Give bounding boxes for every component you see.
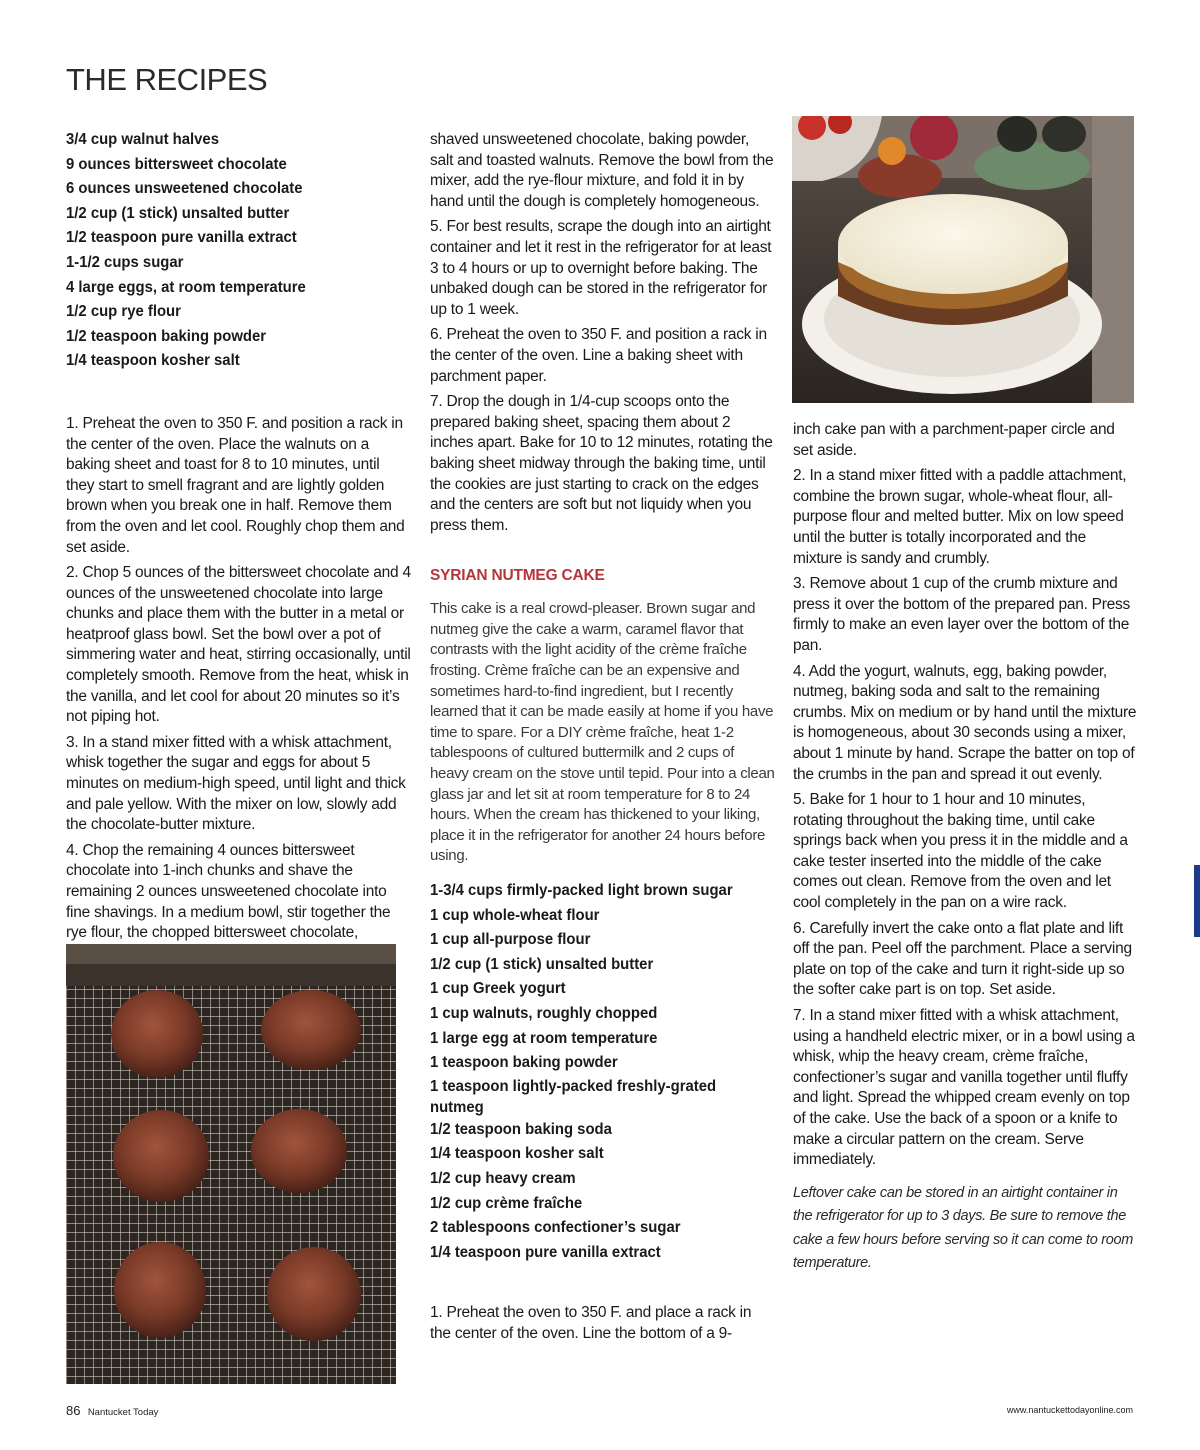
list-item: 1-3/4 cups firmly-packed light brown sugar [430, 882, 733, 899]
list-item: 1 teaspoon baking powder [430, 1054, 618, 1072]
column-middle [430, 130, 775, 1350]
cookie-step-3: 3. In a stand mixer fitted with a whisk attachment, whisk together the sugar and eggs for about 5 minutes on medium-high speed, until light and thick and pale yellow. With the mixer on low, slowly add the chocolate-butter mixture. [66, 733, 406, 834]
list-item: 1/2 teaspoon pure vanilla extract [66, 229, 297, 247]
list-item: 1 cup whole-wheat flour [430, 906, 600, 924]
cake-step-5: 5. Bake for 1 hour to 1 hour and 10 minutes, rotating throughout the baking time, until cake springs back when you press it in the middle and a cake tester inserted into the middle of the cake comes out clean. Remove from the oven and let cool completely in the pan on a wire rack. [793, 791, 1128, 912]
cake-title: SYRIAN NUTMEG CAKE [430, 567, 605, 585]
list-item: 1 large egg at room temperature [430, 1029, 658, 1047]
cake-step-6: 6. Carefully invert the cake onto a flat plate and lift off the pan. Peel off the parchment. Place a serving plate on top of the cake and turn it right-side up so the softer cake part is on top. Set aside. [793, 919, 1132, 999]
cookie-step-2: 2. Chop 5 ounces of the bittersweet chocolate and 4 ounces of the unsweetened chocolate into large chunks and place them with the butter in a metal or heatproof glass bowl. Set the bowl over a pot of simmering water and heat, stirring occasionally, until completely smooth. Remove from the heat, whisk in the vanilla, and let cool for about 20 minutes so it’s not piping hot. [66, 564, 411, 726]
publication-name: Nantucket Today [87, 1407, 159, 1418]
list-item: 1 cup Greek yogurt [430, 980, 566, 998]
page-number: 86 [66, 1403, 81, 1418]
cookie-step-5: 5. For best results, scrape the dough into an airtight container and let it rest in the refrigerator for at least 3 to 4 hours or up to overnight before baking. The unbaked dough can be stored in the refrigerator for up to 1 week. [430, 218, 772, 318]
list-item: 1/4 teaspoon kosher salt [66, 352, 240, 370]
list-item: 1/2 teaspoon baking soda [430, 1120, 612, 1138]
list-item: 2 tablespoons confectioner’s sugar [430, 1219, 681, 1237]
cookie-step-4: 4. Chop the remaining 4 ounces bittersweet chocolate into 1-inch chunks and shave the remaining 2 ounces unsweetened chocolate into fine shavings. In a medium bowl, stir together the rye flour, the chopped bittersweet chocolate, [66, 841, 391, 942]
list-item: 1 cup all-purpose flour [430, 931, 591, 949]
list-item: 1/2 teaspoon baking powder [66, 327, 267, 345]
cake-photo [792, 116, 1134, 403]
list-item: 1/4 teaspoon pure vanilla extract [430, 1243, 661, 1261]
page-title: THE RECIPES [66, 62, 268, 97]
list-item: 1-1/2 cups sugar [66, 253, 184, 271]
cookies-photo [66, 944, 396, 1384]
cookie-step-7: 7. Drop the dough in 1/4-cup scoops onto the prepared baking sheet, spacing them about 2 inches apart. Bake for 10 to 12 minutes, rotating the baking sheet midway through the baking time, until the cookies are just starting to crack on the edges and the centers are soft but not liquidy when you press them. [430, 393, 773, 534]
cake-step-3: 3. Remove about 1 cup of the crumb mixture and press it over the bottom of the prepared pan. Press firmly to make an even layer over the bottom of the pan. [793, 575, 1131, 654]
cake-step-1: 1. Preheat the oven to 350 F. and place a rack in the center of the oven. Line the bottom of a 9- [430, 1304, 752, 1342]
cake-step-2: 2. In a stand mixer fitted with a paddle attachment, combine the brown sugar, whole-wheat flour, all-purpose flour and melted butter. Mix on low speed until the butter is totally incorporated and the mixture is sandy and crumbly. [793, 467, 1127, 567]
cookie-step-6: 6. Preheat the oven to 350 F. and position a rack in the center of the oven. Line a baking sheet with parchment paper. [430, 326, 767, 385]
website-url: www.nantuckettodayonline.com [1006, 1405, 1133, 1415]
cake-step-1-continued: inch cake pan with a parchment-paper circle and set aside. [793, 421, 1115, 459]
storage-note: Leftover cake can be stored in an airtight container in the refrigerator for up to 3 days. Be sure to remove the cake a few hours before serving so it can come to room temperature. [793, 1184, 1134, 1272]
list-item: 1/2 cup crème fraîche [430, 1194, 583, 1212]
cake-ingredient-list [430, 879, 775, 1265]
page-edge-tab [1194, 865, 1200, 937]
list-item: 1/2 cup heavy cream [430, 1169, 576, 1187]
cake-step-7: 7. In a stand mixer fitted with a whisk attachment, using a handheld electric mixer, or in a bowl using a whisk, whip the heavy cream, crème fraîche, confectioner’s sugar and vanilla together until fluffy and light. Spread the whipped cream evenly on top of the cake. Use the back of a spoon or a knife to make a circular pattern on the cream. Serve immediately. [793, 1007, 1135, 1169]
list-item: 6 ounces unsweetened chocolate [66, 180, 303, 198]
cookie-ingredient-list [66, 128, 411, 374]
list-item: 1 teaspoon lightly-packed freshly-grated nutmeg [430, 1077, 717, 1116]
cake-intro: This cake is a real crowd-pleaser. Brown sugar and nutmeg give the cake a warm, caramel flavor that contrasts with the light acidity of the crème fraîche frosting. Crème fraîche can be an expensive and sometimes hard-to-find ingredient, but I recently learned that it can be made easily at home if you have time to spare. For a DIY crème fraîche, heat 1-2 tablespoons of cultured buttermilk and 2 cups of heavy cream on the stove until tepid. Pour into a clean glass jar and let sit at room temperature for 8 to 24 hours. When the cream has thickened to your liking, place it in the refrigerator for another 24 hours before using. [430, 600, 775, 865]
list-item: 3/4 cup walnut halves [66, 131, 219, 148]
cookie-step-4-continued: shaved unsweetened chocolate, baking powder, salt and toasted walnuts. Remove the bowl from the mixer, add the rye-flour mixture, and fold it in by hand until the dough is completely homogeneous. [430, 131, 774, 210]
cake-step-4: 4. Add the yogurt, walnuts, egg, baking powder, nutmeg, baking soda and salt to the remaining crumbs. Mix on medium or by hand until the mixture is homogeneous, about 30 seconds using a mixer, about 1 minute by hand. Scrape the batter on top of the crumbs in the pan and spread it out evenly. [793, 662, 1137, 783]
list-item: 1 cup walnuts, roughly chopped [430, 1004, 658, 1022]
footer-left [66, 1403, 158, 1418]
list-item: 1/2 cup rye flour [66, 303, 181, 321]
cookie-step-1: 1. Preheat the oven to 350 F. and position a rack in the center of the oven. Place the walnuts on a baking sheet and toast for 8 to 10 minutes, until they start to smell fragrant and are lightly golden brown when you break one in half. Remove them from the oven and let cool. Roughly chop them and set aside. [66, 414, 405, 556]
column-left [66, 128, 411, 949]
list-item: 4 large eggs, at room temperature [66, 278, 306, 296]
list-item: 1/2 cup (1 stick) unsalted butter [430, 955, 654, 973]
list-item: 1/4 teaspoon kosher salt [430, 1145, 604, 1163]
list-item: 1/2 cup (1 stick) unsalted butter [66, 204, 290, 222]
column-right [793, 420, 1138, 1276]
list-item: 9 ounces bittersweet chocolate [66, 155, 287, 173]
